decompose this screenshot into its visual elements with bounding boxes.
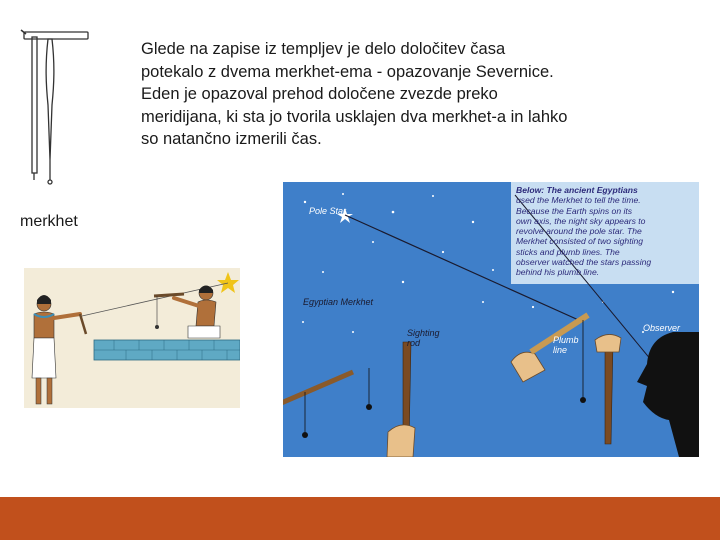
plumb-line-label-line: Plumb [553,335,579,345]
body-paragraph [141,38,621,151]
pole-star-label: Pole Star [309,206,347,216]
paragraph-line: potekalo z dvema merkhet-ema - opazovanje Severnice. [141,62,554,81]
caption-line: sticks and plumb lines. The [516,246,620,257]
caption-line: observer watched the stars passing [516,257,652,268]
diagram-caption [516,185,696,278]
paragraph-line: meridijana, ki sta jo tvorila usklajen dva merkhet-a in lahko [141,107,568,126]
footer-bar [0,497,720,540]
caption-line: own axis, the night sky appears to [516,215,646,226]
egyptians-observing-illustration [24,268,240,408]
sighting-rod-label [407,328,440,348]
sighting-rod-label-line: rod [407,338,421,348]
caption-line: Below: The ancient Egyptians [516,185,638,195]
paragraph-line: Eden je opazoval prehod določene zvezde preko [141,85,498,103]
observer-label: Observer [643,323,681,333]
paragraph-line: Glede na zapise iz templjev je delo določitev časa [141,40,506,58]
sighting-rod-label-line: Sighting [407,328,440,338]
plumb-line-label-line: line [553,345,568,355]
caption-line: Merkhet consisted of two sighting [516,236,644,247]
caption-line: Because the Earth spins on its [516,205,633,216]
merkhet-tool-outline [21,30,88,184]
paragraph-line: so natančno izmerili čas. [141,130,322,148]
egyptian-merkhet-label: Egyptian Merkhet [303,297,374,307]
caption-line: used the Merkhet to tell the time. [516,195,641,206]
plumb-line-label [553,335,579,355]
merkhet-label: merkhet [20,213,78,230]
merkhet-tool-drawing [18,25,90,185]
merkhet-diagram-illustration [283,182,699,457]
caption-line: behind his plumb line. [516,267,600,278]
caption-line: revolve around the pole star. The [516,226,642,237]
